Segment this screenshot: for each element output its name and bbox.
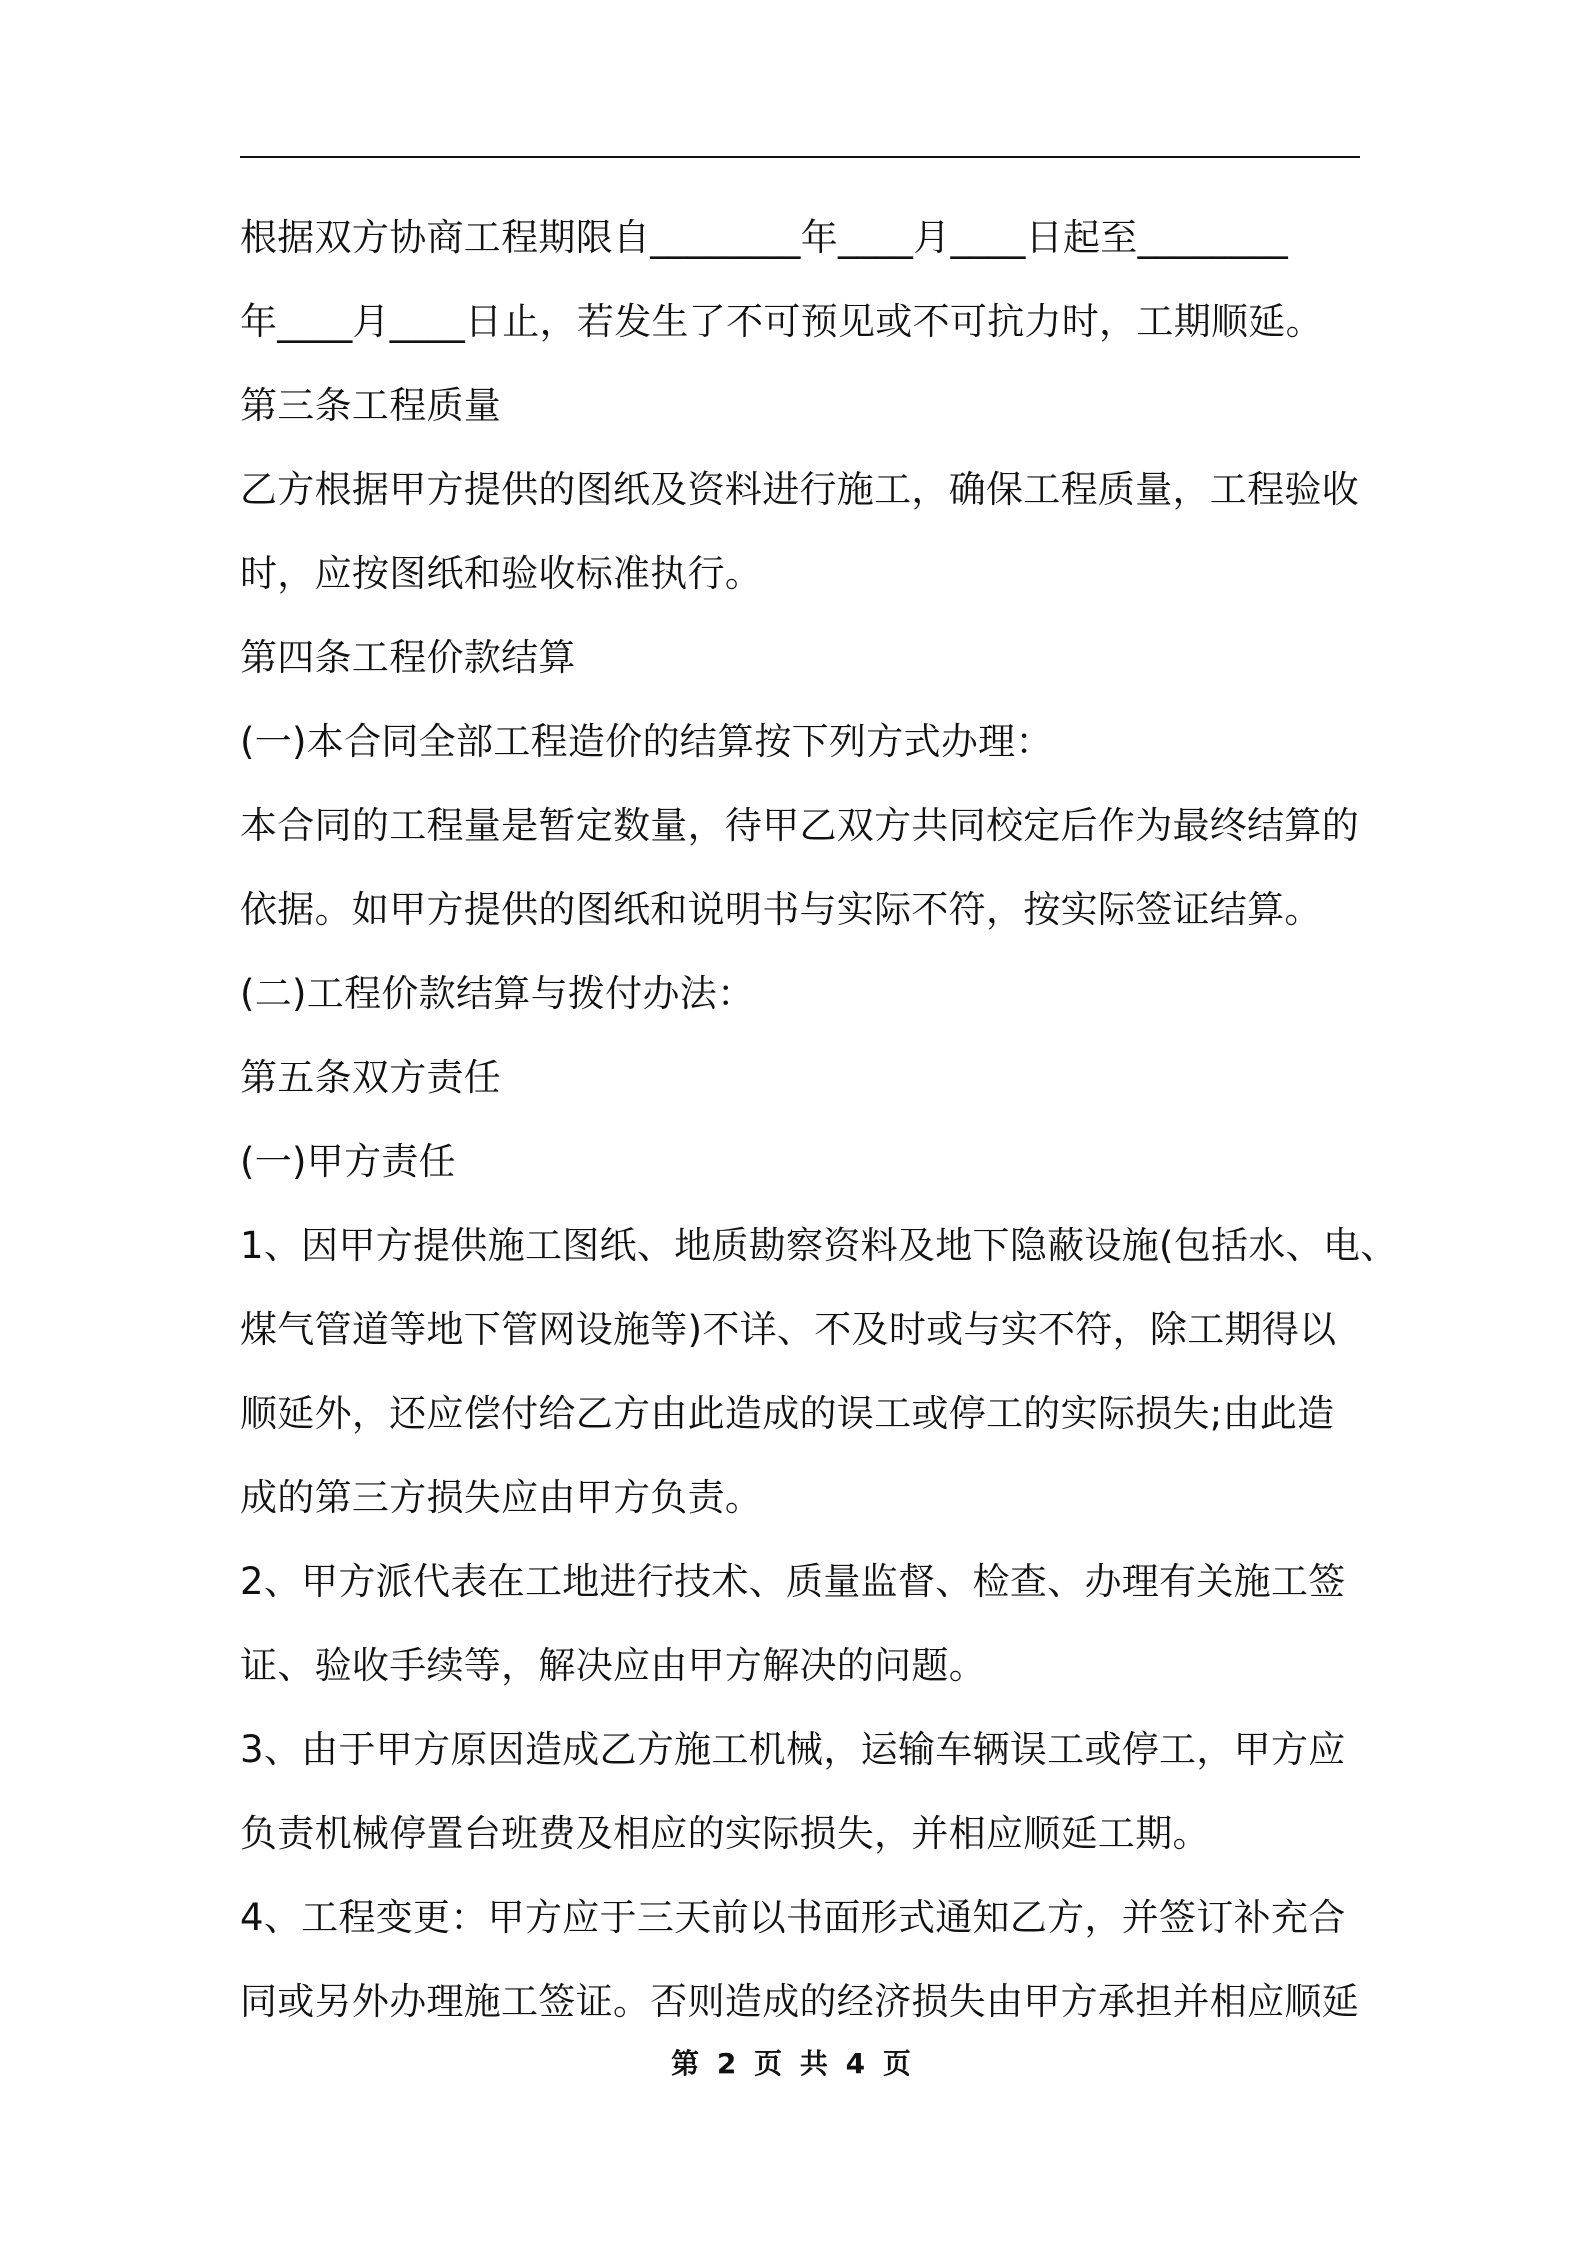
section-heading: 第三条工程质量 xyxy=(240,384,502,427)
text-line: 4、工程变更：甲方应于三天前以书面形式通知乙方，并签订补充合 xyxy=(240,1896,1346,1939)
text-line: 2、甲方派代表在工地进行技术、质量监督、检查、办理有关施工签 xyxy=(240,1560,1346,1603)
text-line: 同或另外办理施工签证。否则造成的经济损失由甲方承担并相应顺延 xyxy=(240,1980,1359,2023)
text-line: 顺延外，还应偿付给乙方由此造成的误工或停工的实际损失;由此造 xyxy=(240,1392,1335,1435)
text-line: 本合同的工程量是暂定数量，待甲乙双方共同校定后作为最终结算的 xyxy=(240,804,1359,847)
section-heading: 第四条工程价款结算 xyxy=(240,636,576,679)
text-line: 依据。如甲方提供的图纸和说明书与实际不符，按实际签证结算。 xyxy=(240,888,1322,931)
text-line: 1、因甲方提供施工图纸、地质勘察资料及地下隐蔽设施(包括水、电、 xyxy=(240,1224,1398,1267)
text-line: (一)甲方责任 xyxy=(240,1140,456,1183)
text-line: 3、由于甲方原因造成乙方施工机械，运输车辆误工或停工，甲方应 xyxy=(240,1728,1346,1771)
text-line: 年____月____日止，若发生了不可预见或不可抗力时，工期顺延。 xyxy=(240,300,1323,343)
text-line: 煤气管道等地下管网设施等)不详、不及时或与实不符，除工期得以 xyxy=(240,1308,1337,1351)
page-number: 第 2 页 共 4 页 xyxy=(671,2047,915,2080)
text-line: (一)本合同全部工程造价的结算按下列方式办理： xyxy=(240,720,1053,763)
document-body xyxy=(240,196,1398,2044)
text-line: 负责机械停置台班费及相应的实际损失，并相应顺延工期。 xyxy=(240,1812,1210,1855)
text-line: 乙方根据甲方提供的图纸及资料进行施工，确保工程质量，工程验收 xyxy=(240,468,1359,511)
section-heading: 第五条双方责任 xyxy=(240,1056,502,1099)
text-line: (二)工程价款结算与拨付办法： xyxy=(240,972,755,1015)
text-line: 时，应按图纸和验收标准执行。 xyxy=(240,552,763,595)
text-line: 证、验收手续等，解决应由甲方解决的问题。 xyxy=(240,1644,986,1687)
text-line: 成的第三方损失应由甲方负责。 xyxy=(240,1476,763,1519)
text-line: 根据双方协商工程期限自________年____月____日起至________ xyxy=(240,216,1288,259)
header-rule xyxy=(240,156,1360,158)
